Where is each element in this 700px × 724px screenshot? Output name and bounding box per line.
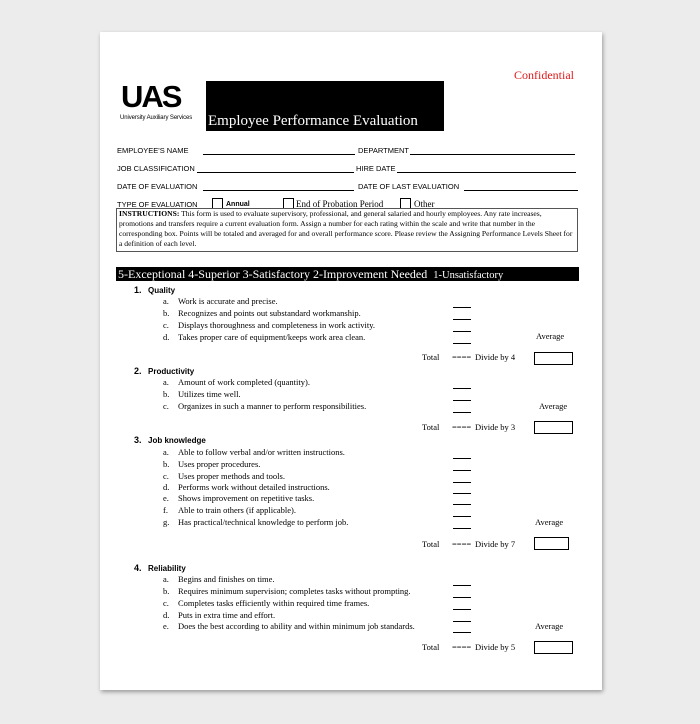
department-field[interactable] <box>410 154 575 155</box>
equals-sign: ==== <box>452 422 472 432</box>
divide-label: Divide by 7 <box>475 539 516 549</box>
list-item: a. Work is accurate and precise. <box>163 296 278 306</box>
average-box[interactable] <box>534 352 573 365</box>
score-blank[interactable] <box>453 470 471 471</box>
divide-label: Divide by 5 <box>475 642 516 652</box>
total-label: Total <box>422 422 440 432</box>
total-label: Total <box>422 352 440 362</box>
score-blank[interactable] <box>453 412 471 413</box>
list-item: a. Able to follow verbal and/or written instructions. <box>163 447 345 457</box>
section-title-job-knowledge: Job knowledge <box>148 436 206 445</box>
score-blank[interactable] <box>453 331 471 332</box>
score-blank[interactable] <box>453 609 471 610</box>
department-label: DEPARTMENT <box>358 146 409 155</box>
date-of-evaluation-field[interactable] <box>203 190 354 191</box>
confidential-label: Confidential <box>514 68 574 82</box>
section-title-productivity: Productivity <box>148 367 195 376</box>
average-box[interactable] <box>534 641 573 654</box>
list-item: a. Begins and finishes on time. <box>163 574 275 584</box>
score-blank[interactable] <box>453 343 471 344</box>
score-blank[interactable] <box>453 597 471 598</box>
section-title-quality: Quality <box>148 286 176 295</box>
section-number: 2. <box>134 366 142 376</box>
list-item: d. Performs work without detailed instructions. <box>163 482 330 492</box>
employee-name-label: EMPLOYEE'S NAME <box>117 146 189 155</box>
instructions-box <box>116 208 578 252</box>
rating-scale-bar <box>116 267 579 281</box>
form-title: Employee Performance Evaluation <box>208 113 418 129</box>
list-item: f. Able to train others (if applicable). <box>163 505 297 515</box>
section-title-reliability: Reliability <box>148 564 186 573</box>
total-label: Total <box>422 642 440 652</box>
section-number: 4. <box>134 563 142 573</box>
instructions-text: This form is used to evaluate supervisory, professional, and general salaried and hourly employees. Any rate increases, promotions and transfers require a current evaluation form. Assign a number for each rating within the scale and write that number in the corresponding box. Points will be totaled and averaged for and overall performance score. Please review the Assigning Performance Levels Sheet for a definition of each level. <box>119 209 573 248</box>
date-of-evaluation-label: DATE OF EVALUATION <box>117 182 198 191</box>
divide-label: Divide by 3 <box>475 422 516 432</box>
job-classification-label: JOB CLASSIFICATION <box>117 164 195 173</box>
equals-sign: ==== <box>452 352 472 362</box>
average-box[interactable] <box>534 421 573 434</box>
section-number: 3. <box>134 435 142 445</box>
date-of-last-evaluation-field[interactable] <box>464 190 578 191</box>
job-classification-field[interactable] <box>197 172 354 173</box>
list-item: e. Does the best according to ability and within minimum job standards. <box>163 621 415 631</box>
type-of-evaluation-label: TYPE OF EVALUATION <box>117 200 198 209</box>
divide-label: Divide by 4 <box>475 352 516 362</box>
score-blank[interactable] <box>453 388 471 389</box>
list-item: b. Requires minimum supervision; completes tasks without prompting. <box>163 586 411 596</box>
average-label: Average <box>535 621 564 631</box>
score-blank[interactable] <box>453 493 471 494</box>
list-item: c. Completes tasks efficiently within required time frames. <box>163 598 370 608</box>
annual-label: Annual <box>226 201 250 208</box>
list-item: b. Recognizes and points out substandard workmanship. <box>163 308 361 318</box>
score-blank[interactable] <box>453 400 471 401</box>
score-blank[interactable] <box>453 621 471 622</box>
end-of-probation-label: End of Probation Period <box>296 199 384 209</box>
rating-scale-last: 1-Unsatisfactory <box>433 270 504 281</box>
employee-name-field[interactable] <box>203 154 355 155</box>
score-blank[interactable] <box>453 504 471 505</box>
score-blank[interactable] <box>453 482 471 483</box>
score-blank[interactable] <box>453 585 471 586</box>
equals-sign: ==== <box>452 642 472 652</box>
evaluation-form-page <box>100 32 602 690</box>
uas-logo: UAS <box>121 79 181 114</box>
score-blank[interactable] <box>453 632 471 633</box>
average-label: Average <box>536 331 565 341</box>
score-blank[interactable] <box>453 516 471 517</box>
hire-date-field[interactable] <box>397 172 576 173</box>
score-blank[interactable] <box>453 307 471 308</box>
score-blank[interactable] <box>453 458 471 459</box>
section-number: 1. <box>134 285 142 295</box>
list-item: g. Has practical/technical knowledge to perform job. <box>163 517 349 527</box>
average-box[interactable] <box>534 537 569 550</box>
score-blank[interactable] <box>453 319 471 320</box>
list-item: c. Uses proper methods and tools. <box>163 471 285 481</box>
list-item: d. Puts in extra time and effort. <box>163 610 276 620</box>
hire-date-label: HIRE DATE <box>356 164 396 173</box>
average-label: Average <box>535 517 564 527</box>
total-label: Total <box>422 539 440 549</box>
rating-scale-main: 5-Exceptional 4-Superior 3-Satisfactory 2-Improvement Needed <box>118 267 428 281</box>
logo-subtitle: University Auxiliary Services <box>120 115 193 121</box>
date-of-last-evaluation-label: DATE OF LAST EVALUATION <box>358 182 460 191</box>
list-item: b. Uses proper procedures. <box>163 459 261 469</box>
average-label: Average <box>539 401 568 411</box>
list-item: e. Shows improvement on repetitive tasks. <box>163 493 315 503</box>
list-item: c. Organizes in such a manner to perform responsibilities. <box>163 401 367 411</box>
other-label: Other <box>414 199 435 209</box>
score-blank[interactable] <box>453 528 471 529</box>
list-item: c. Displays thoroughness and completeness in work activity. <box>163 320 376 330</box>
instructions-heading: INSTRUCTIONS: <box>119 209 180 218</box>
list-item: d. Takes proper care of equipment/keeps work area clean. <box>163 332 366 342</box>
list-item: b. Utilizes time well. <box>163 389 241 399</box>
equals-sign: ==== <box>452 539 472 549</box>
list-item: a. Amount of work completed (quantity). <box>163 377 310 387</box>
